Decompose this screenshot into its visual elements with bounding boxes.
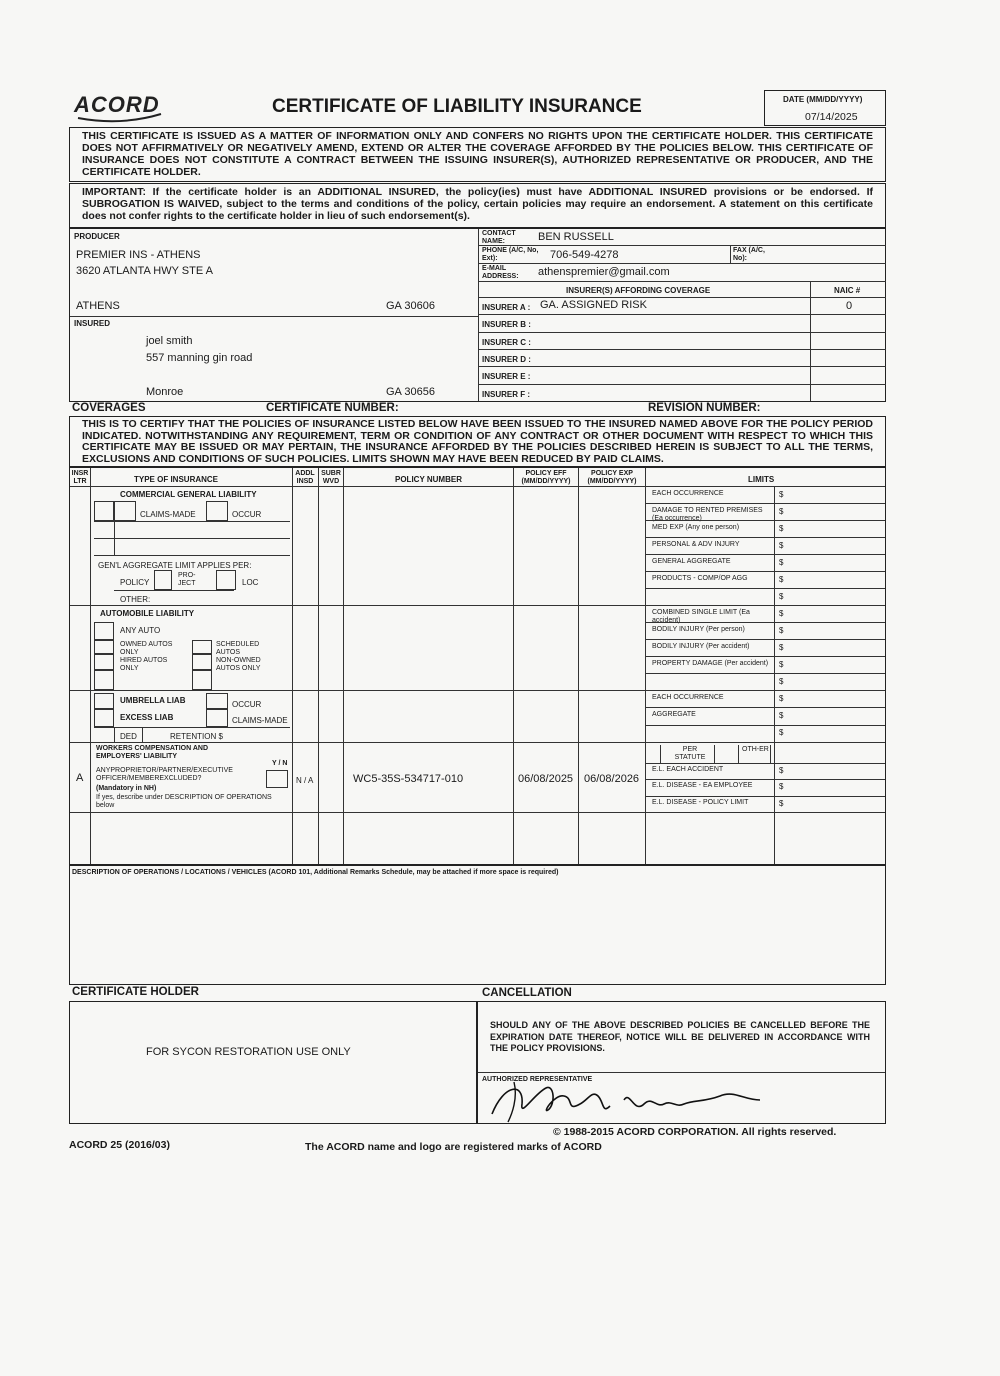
- workers-limit-dollar: $: [779, 798, 784, 808]
- contact-name-label: CONTACT NAME:: [482, 230, 516, 245]
- umbrella-limit-amount-field[interactable]: [790, 690, 884, 707]
- header-addl: ADDL INSD: [295, 470, 315, 485]
- contact-fax-label: FAX (A/C, No):: [733, 247, 765, 262]
- scheduled-autos-label: SCHEDULED AUTOS: [216, 641, 260, 656]
- umbrella-limit-label: AGGREGATE: [652, 711, 696, 718]
- trademark: The ACORD name and logo are registered marks of ACORD: [305, 1141, 602, 1153]
- workers-limit-amount-field[interactable]: [790, 779, 884, 795]
- other-label: OTHER:: [120, 595, 151, 604]
- revision-number-label: REVISION NUMBER:: [648, 402, 761, 414]
- cgl-limit-dollar: $: [779, 523, 784, 533]
- workers-yn-label: Y / N: [272, 760, 288, 767]
- oth-er-label: OTH-ER: [742, 746, 769, 753]
- acord-logo-swoosh-icon: [76, 112, 166, 124]
- umbrella-occur-label: OCCUR: [232, 700, 262, 709]
- workers-limit-dollar: $: [779, 766, 784, 776]
- insurer-label: INSURER F :: [482, 389, 530, 399]
- occur-label: OCCUR: [232, 510, 262, 519]
- insured-city: Monroe: [146, 386, 184, 398]
- cgl-limit-dollar: $: [779, 591, 784, 601]
- header-limits: LIMITS: [748, 475, 775, 484]
- excess-checkbox[interactable]: [94, 709, 114, 727]
- contact-email: athenspremier@gmail.com: [538, 266, 670, 278]
- excess-label: EXCESS LIAB: [120, 713, 174, 722]
- cgl-limit-amount-field[interactable]: [790, 486, 884, 503]
- workers-mandatory-label: (Mandatory in NH): [96, 785, 157, 792]
- insurer-label: INSURER B :: [482, 320, 531, 330]
- page-title: CERTIFICATE OF LIABILITY INSURANCE: [272, 96, 642, 117]
- owned-autos-checkbox[interactable]: [94, 640, 114, 654]
- certificate-holder-box: [69, 1001, 477, 1124]
- certificate-number-label: CERTIFICATE NUMBER:: [266, 402, 399, 414]
- policy-checkbox[interactable]: [154, 570, 172, 590]
- cgl-limit-amount-field[interactable]: [790, 554, 884, 571]
- umbrella-limit-dollar: $: [779, 693, 784, 703]
- date-box: [764, 90, 886, 126]
- producer-name: PREMIER INS - ATHENS: [76, 249, 201, 261]
- per-statute-label: PER STATUTE: [674, 746, 706, 761]
- any-auto-checkbox[interactable]: [94, 622, 114, 640]
- workers-limit-amount-field[interactable]: [790, 763, 884, 779]
- header-policy-exp: POLICY EXP (MM/DD/YYYY): [587, 470, 637, 485]
- important-box: IMPORTANT: If the certificate holder is an ADDITIONAL INSURED, the policy(ies) must have ADDITIONAL INSURED provisions or be endorsed. If SUBROGATION IS WAIVED, subject to the terms and conditions of the policy, certain policies may require an endorsement. A statement on this certificate does not confer rights to the certificate holder in lieu of such endorsement(s).: [69, 183, 886, 228]
- policy-label: POLICY: [120, 578, 150, 587]
- umbrella-limit-dollar: $: [779, 711, 784, 720]
- workers-limit-label: E.L. DISEASE - POLICY LIMIT: [652, 798, 749, 806]
- producer-label: PRODUCER: [74, 232, 120, 241]
- auto-limit-label: PROPERTY DAMAGE (Per accident): [652, 659, 769, 667]
- workers-insurer-letter: A: [76, 772, 84, 784]
- project-label: PRO-JECT: [178, 572, 196, 587]
- header-subr: SUBR WVD: [321, 470, 341, 485]
- auto-limit-dollar: $: [779, 608, 784, 618]
- cgl-limit-label: GENERAL AGGREGATE: [652, 557, 731, 565]
- auto-limit-label: BODILY INJURY (Per person): [652, 625, 745, 633]
- copyright: © 1988-2015 ACORD CORPORATION. All rights reserved.: [553, 1126, 837, 1138]
- cgl-limit-label: EACH OCCURRENCE: [652, 489, 724, 497]
- insured-name: joel smith: [146, 335, 193, 347]
- insurer-label: INSURER A :: [482, 303, 531, 312]
- cgl-limit-amount-field[interactable]: [790, 503, 884, 520]
- auto-limit-dollar: $: [779, 676, 784, 686]
- umbrella-claims-made-checkbox[interactable]: [206, 709, 228, 727]
- cancellation-text: SHOULD ANY OF THE ABOVE DESCRIBED POLICIES BE CANCELLED BEFORE THE EXPIRATION DATE THEREOF, NOTICE WILL BE DELIVERED IN ACCORDANCE WITH THE POLICY PROVISIONS.: [490, 1020, 870, 1053]
- coverages-statement: THIS IS TO CERTIFY THAT THE POLICIES OF INSURANCE LISTED BELOW HAVE BEEN ISSUED TO THE INSURED NAMED ABOVE FOR THE POLICY PERIOD INDICATED. NOTWITHSTANDING ANY REQUIREMENT, TERM OR CONDITION OF ANY CONTRACT OR OTHER DOCUMENT WITH RESPECT TO WHICH THIS CERTIFICATE MAY BE ISSUED OR MAY PERTAIN, THE INSURANCE AFFORDED BY THE POLICIES DESCRIBED HEREIN IS SUBJECT TO ALL THE TERMS, EXCLUSIONS AND CONDITIONS OF SUCH POLICIES. LIMITS SHOWN MAY HAVE BEEN REDUCED BY PAID CLAIMS.: [69, 416, 886, 467]
- cancellation-label: CANCELLATION: [482, 987, 572, 999]
- auto-limit-amount-field[interactable]: [790, 656, 884, 673]
- insurers-header: INSURER(S) AFFORDING COVERAGE: [566, 286, 711, 295]
- auto-limit-amount-field[interactable]: [790, 605, 884, 622]
- date-value: 07/14/2025: [805, 111, 858, 123]
- workers-officer-label: ANYPROPRIETOR/PARTNER/EXECUTIVE OFFICER/MEMBEREXCLUDED?: [96, 767, 233, 782]
- cgl-limit-label: PRODUCTS - COMP/OP AGG: [652, 574, 748, 582]
- date-label: DATE (MM/DD/YYYY): [783, 95, 863, 104]
- certificate-holder-text: FOR SYCON RESTORATION USE ONLY: [146, 1046, 351, 1058]
- header-policy-number: POLICY NUMBER: [395, 475, 462, 484]
- acord-logo: [74, 92, 160, 118]
- ded-label: DED: [120, 732, 137, 741]
- auto-extra-checkbox-1[interactable]: [94, 670, 114, 690]
- workers-policy-number: WC5-35S-534717-010: [353, 773, 464, 785]
- auto-limit-label: BODILY INJURY (Per accident): [652, 642, 750, 650]
- cgl-title: COMMERCIAL GENERAL LIABILITY: [120, 490, 257, 499]
- cgl-limit-amount-field[interactable]: [790, 537, 884, 554]
- producer-city: ATHENS: [76, 300, 120, 312]
- workers-policy-exp: 06/08/2026: [584, 773, 640, 785]
- contact-phone-label: PHONE (A/C, No, Ext):: [482, 247, 539, 262]
- coverage-table: [69, 467, 886, 865]
- cgl-limit-label: MED EXP (Any one person): [652, 523, 740, 531]
- description-box: [69, 865, 886, 985]
- producer-address: 3620 ATLANTA HWY STE A: [76, 265, 213, 277]
- workers-limit-label: E.L. EACH ACCIDENT: [652, 766, 724, 774]
- auto-limit-dollar: $: [779, 625, 784, 635]
- cgl-limit-dollar: $: [779, 506, 784, 516]
- claims-made-checkbox[interactable]: [114, 501, 136, 521]
- umbrella-claims-made-label: CLAIMS-MADE: [232, 716, 288, 725]
- owned-autos-label: OWNED AUTOS ONLY: [120, 641, 173, 656]
- description-label: DESCRIPTION OF OPERATIONS / LOCATIONS / VEHICLES (ACORD 101, Additional Remarks Schedule, may be attached if more space is required): [72, 869, 559, 876]
- umbrella-limit-amount-field[interactable]: [790, 725, 884, 742]
- producer-insured-block: [69, 228, 886, 402]
- form-id: ACORD 25 (2016/03): [69, 1139, 170, 1151]
- acord-logo-text: ACORD: [74, 92, 160, 117]
- auto-limit-dollar: $: [779, 642, 784, 652]
- insurer-label: INSURER D :: [482, 354, 531, 364]
- insurer-naic: 0: [846, 300, 853, 312]
- workers-limit-dollar: $: [779, 782, 784, 792]
- non-owned-autos-checkbox[interactable]: [192, 654, 212, 670]
- hired-autos-checkbox[interactable]: [94, 654, 114, 670]
- any-auto-label: ANY AUTO: [120, 626, 161, 635]
- umbrella-occur-checkbox[interactable]: [206, 693, 228, 709]
- umbrella-label: UMBRELLA LIAB: [120, 696, 186, 705]
- insurer-label: INSURER C :: [482, 337, 531, 347]
- retention-label: RETENTION $: [170, 732, 223, 741]
- workers-limit-amount-field[interactable]: [790, 796, 884, 812]
- header-type: TYPE OF INSURANCE: [134, 475, 219, 484]
- umbrella-limit-label: EACH OCCURRENCE: [652, 693, 724, 701]
- hired-autos-label: HIRED AUTOS ONLY: [120, 657, 168, 672]
- cgl-limit-label: PERSONAL & ADV INJURY: [652, 540, 740, 548]
- auto-title: AUTOMOBILE LIABILITY: [100, 609, 195, 618]
- header-policy-eff: POLICY EFF (MM/DD/YYYY): [521, 470, 571, 485]
- loc-label: LOC: [242, 578, 259, 587]
- notice-box: THIS CERTIFICATE IS ISSUED AS A MATTER OF INFORMATION ONLY AND CONFERS NO RIGHTS UPON THE CERTIFICATE HOLDER. THIS CERTIFICATE DOES NOT AFFIRMATIVELY OR NEGATIVELY AMEND, EXTEND OR ALTER THE COVERAGE AFFORDED BY THE POLICIES BELOW. THIS CERTIFICATE OF INSURANCE DOES NOT CONSTITUTE A CONTRACT BETWEEN THE ISSUING INSURER(S), AUTHORIZED REPRESENTATIVE OR PRODUCER, AND THE CERTIFICATE HOLDER.: [69, 127, 886, 182]
- insured-address: 557 manning gin road: [146, 352, 253, 364]
- contact-phone: 706-549-4278: [550, 249, 619, 261]
- cgl-checkbox[interactable]: [94, 501, 114, 521]
- coverages-label: COVERAGES: [72, 402, 146, 414]
- umbrella-checkbox[interactable]: [94, 693, 114, 709]
- workers-limit-label: E.L. DISEASE - EA EMPLOYEE: [652, 782, 753, 790]
- cgl-limit-amount-field[interactable]: [790, 588, 884, 605]
- cgl-limit-amount-field[interactable]: [790, 571, 884, 588]
- authorized-rep-label: AUTHORIZED REPRESENTATIVE: [482, 1076, 593, 1083]
- cgl-limit-dollar: $: [779, 540, 784, 550]
- certificate-holder-label: CERTIFICATE HOLDER: [72, 986, 199, 998]
- cgl-limit-dollar: $: [779, 574, 784, 584]
- cgl-limit-dollar: $: [779, 489, 784, 499]
- signature-icon: [484, 1074, 784, 1124]
- project-checkbox[interactable]: [216, 570, 236, 590]
- scheduled-autos-checkbox[interactable]: [192, 640, 212, 654]
- insured-state-zip: GA 30656: [386, 386, 435, 398]
- cgl-limit-label: DAMAGE TO RENTED PREMISES (Ea occurrence): [652, 506, 763, 522]
- auto-limit-label: COMBINED SINGLE LIMIT (Ea accident): [652, 608, 750, 624]
- auto-limit-dollar: $: [779, 659, 784, 669]
- workers-na: N / A: [296, 776, 314, 785]
- claims-made-label: CLAIMS-MADE: [140, 510, 196, 519]
- cgl-limit-dollar: $: [779, 557, 784, 567]
- insured-label: INSURED: [74, 319, 111, 328]
- auto-limit-amount-field[interactable]: [790, 639, 884, 656]
- umbrella-limit-dollar: $: [779, 728, 784, 738]
- workers-policy-eff: 06/08/2025: [518, 773, 574, 785]
- insurer-name: GA. ASSIGNED RISK: [540, 299, 647, 311]
- auto-extra-checkbox-2[interactable]: [192, 670, 212, 690]
- non-owned-autos-label: NON-OWNED AUTOS ONLY: [216, 657, 261, 672]
- umbrella-limit-amount-field[interactable]: [790, 707, 884, 724]
- cgl-limit-amount-field[interactable]: [790, 520, 884, 537]
- auto-limit-amount-field[interactable]: [790, 622, 884, 639]
- aggregate-applies-label: GEN'L AGGREGATE LIMIT APPLIES PER:: [98, 561, 252, 570]
- header-insr-ltr: INSR LTR: [71, 470, 89, 485]
- workers-excluded-checkbox[interactable]: [266, 770, 288, 788]
- producer-state-zip: GA 30606: [386, 300, 435, 312]
- insurer-label: INSURER E :: [482, 372, 531, 382]
- naic-label: NAIC #: [834, 286, 861, 295]
- workers-describe-label: If yes, describe under DESCRIPTION OF OPERATIONS below: [96, 794, 272, 809]
- occur-checkbox[interactable]: [206, 501, 228, 521]
- contact-email-label: E-MAIL ADDRESS:: [482, 265, 519, 280]
- auto-limit-amount-field[interactable]: [790, 673, 884, 690]
- workers-title: WORKERS COMPENSATION AND EMPLOYERS' LIABILITY: [96, 745, 208, 760]
- contact-name: BEN RUSSELL: [538, 231, 614, 243]
- cancellation-box: [477, 1001, 886, 1124]
